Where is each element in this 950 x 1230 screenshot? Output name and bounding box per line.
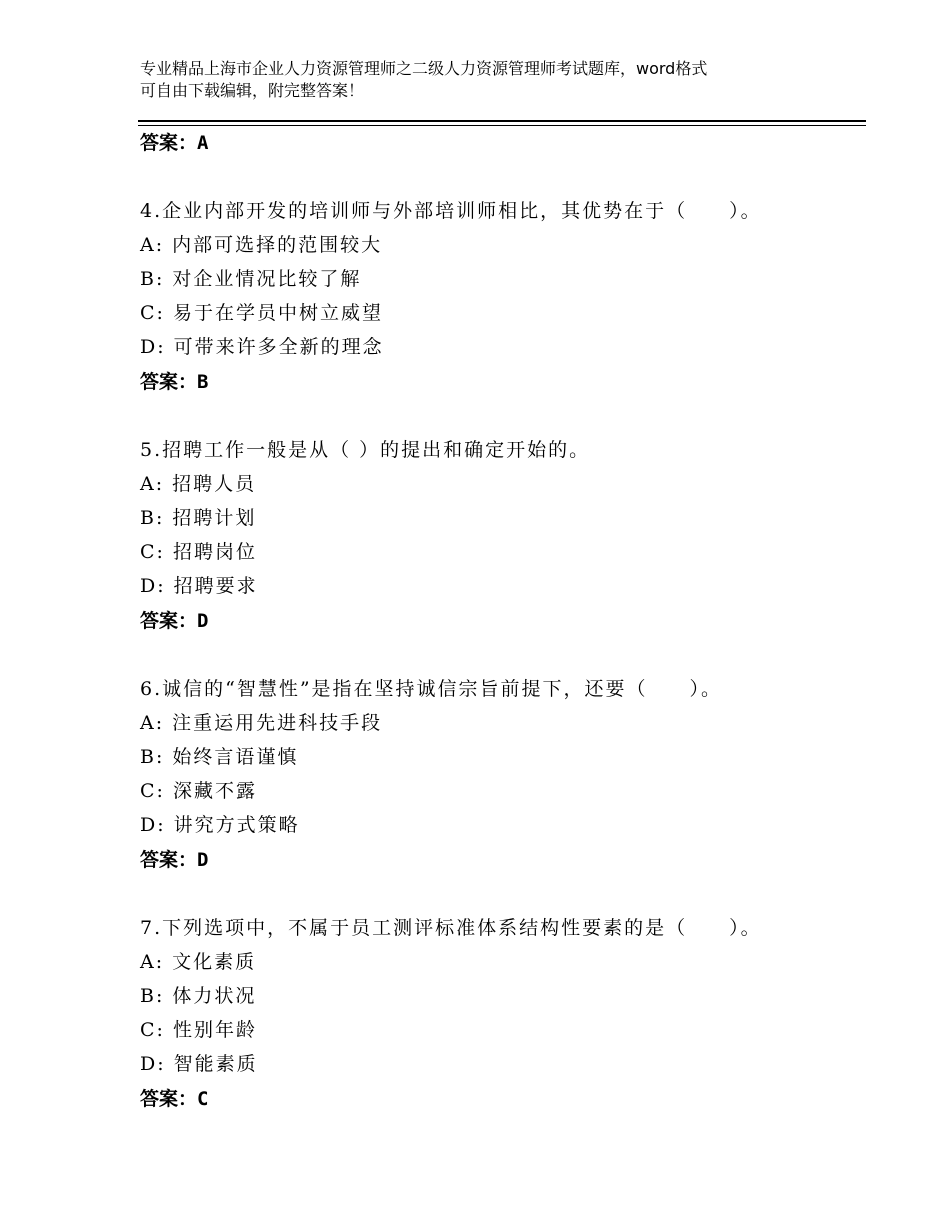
question-7 — [140, 916, 880, 1086]
option-a: A: 招聘人员 — [140, 473, 257, 495]
header-divider-thick — [138, 120, 866, 122]
option-c: C: 招聘岗位 — [140, 541, 257, 563]
option-d: D: 招聘要求 — [140, 575, 258, 597]
answer-value: D — [197, 610, 209, 632]
question-stem: 7.下列选项中，不属于员工测评标准体系结构性要素的是（ ）。 — [140, 917, 762, 939]
option-b: B: 招聘计划 — [140, 507, 257, 529]
question-4 — [140, 199, 880, 369]
answer-previous — [140, 131, 208, 155]
question-stem: 6.诚信的“智慧性”是指在坚持诚信宗旨前提下，还要（ ）。 — [140, 678, 723, 700]
question-stem: 4.企业内部开发的培训师与外部培训师相比，其优势在于（ ）。 — [140, 200, 762, 222]
answer-label: 答案： — [140, 132, 198, 154]
header-divider-thin — [138, 125, 866, 126]
document-header — [140, 58, 860, 102]
answer-question-5 — [140, 609, 208, 633]
answer-label: 答案： — [140, 371, 198, 393]
answer-question-6 — [140, 848, 208, 872]
answer-value: C — [197, 1088, 209, 1110]
option-b: B: 对企业情况比较了解 — [140, 268, 362, 290]
option-a: A: 文化素质 — [140, 951, 257, 973]
answer-question-4 — [140, 370, 208, 394]
option-d: D: 可带来许多全新的理念 — [140, 336, 384, 358]
option-b: B: 体力状况 — [140, 985, 257, 1007]
option-a: A: 注重运用先进科技手段 — [140, 712, 383, 734]
answer-value: A — [197, 132, 209, 154]
answer-label: 答案： — [140, 610, 198, 632]
question-5 — [140, 438, 880, 608]
option-d: D: 智能素质 — [140, 1053, 258, 1075]
option-d: D: 讲究方式策略 — [140, 814, 300, 836]
answer-value: B — [197, 371, 209, 393]
question-6 — [140, 677, 880, 847]
answer-value: D — [197, 849, 209, 871]
question-stem: 5.招聘工作一般是从（ ）的提出和确定开始的。 — [140, 439, 591, 461]
option-a: A: 内部可选择的范围较大 — [140, 234, 383, 256]
header-line-1: 专业精品上海市企业人力资源管理师之二级人力资源管理师考试题库，word格式 — [140, 59, 708, 78]
option-c: C: 易于在学员中树立威望 — [140, 302, 383, 324]
option-c: C: 性别年龄 — [140, 1019, 257, 1041]
answer-question-7 — [140, 1087, 208, 1111]
answer-label: 答案： — [140, 1088, 198, 1110]
option-c: C: 深藏不露 — [140, 780, 257, 802]
option-b: B: 始终言语谨慎 — [140, 746, 299, 768]
answer-label: 答案： — [140, 849, 198, 871]
header-line-2: 可自由下载编辑，附完整答案！ — [140, 81, 365, 100]
